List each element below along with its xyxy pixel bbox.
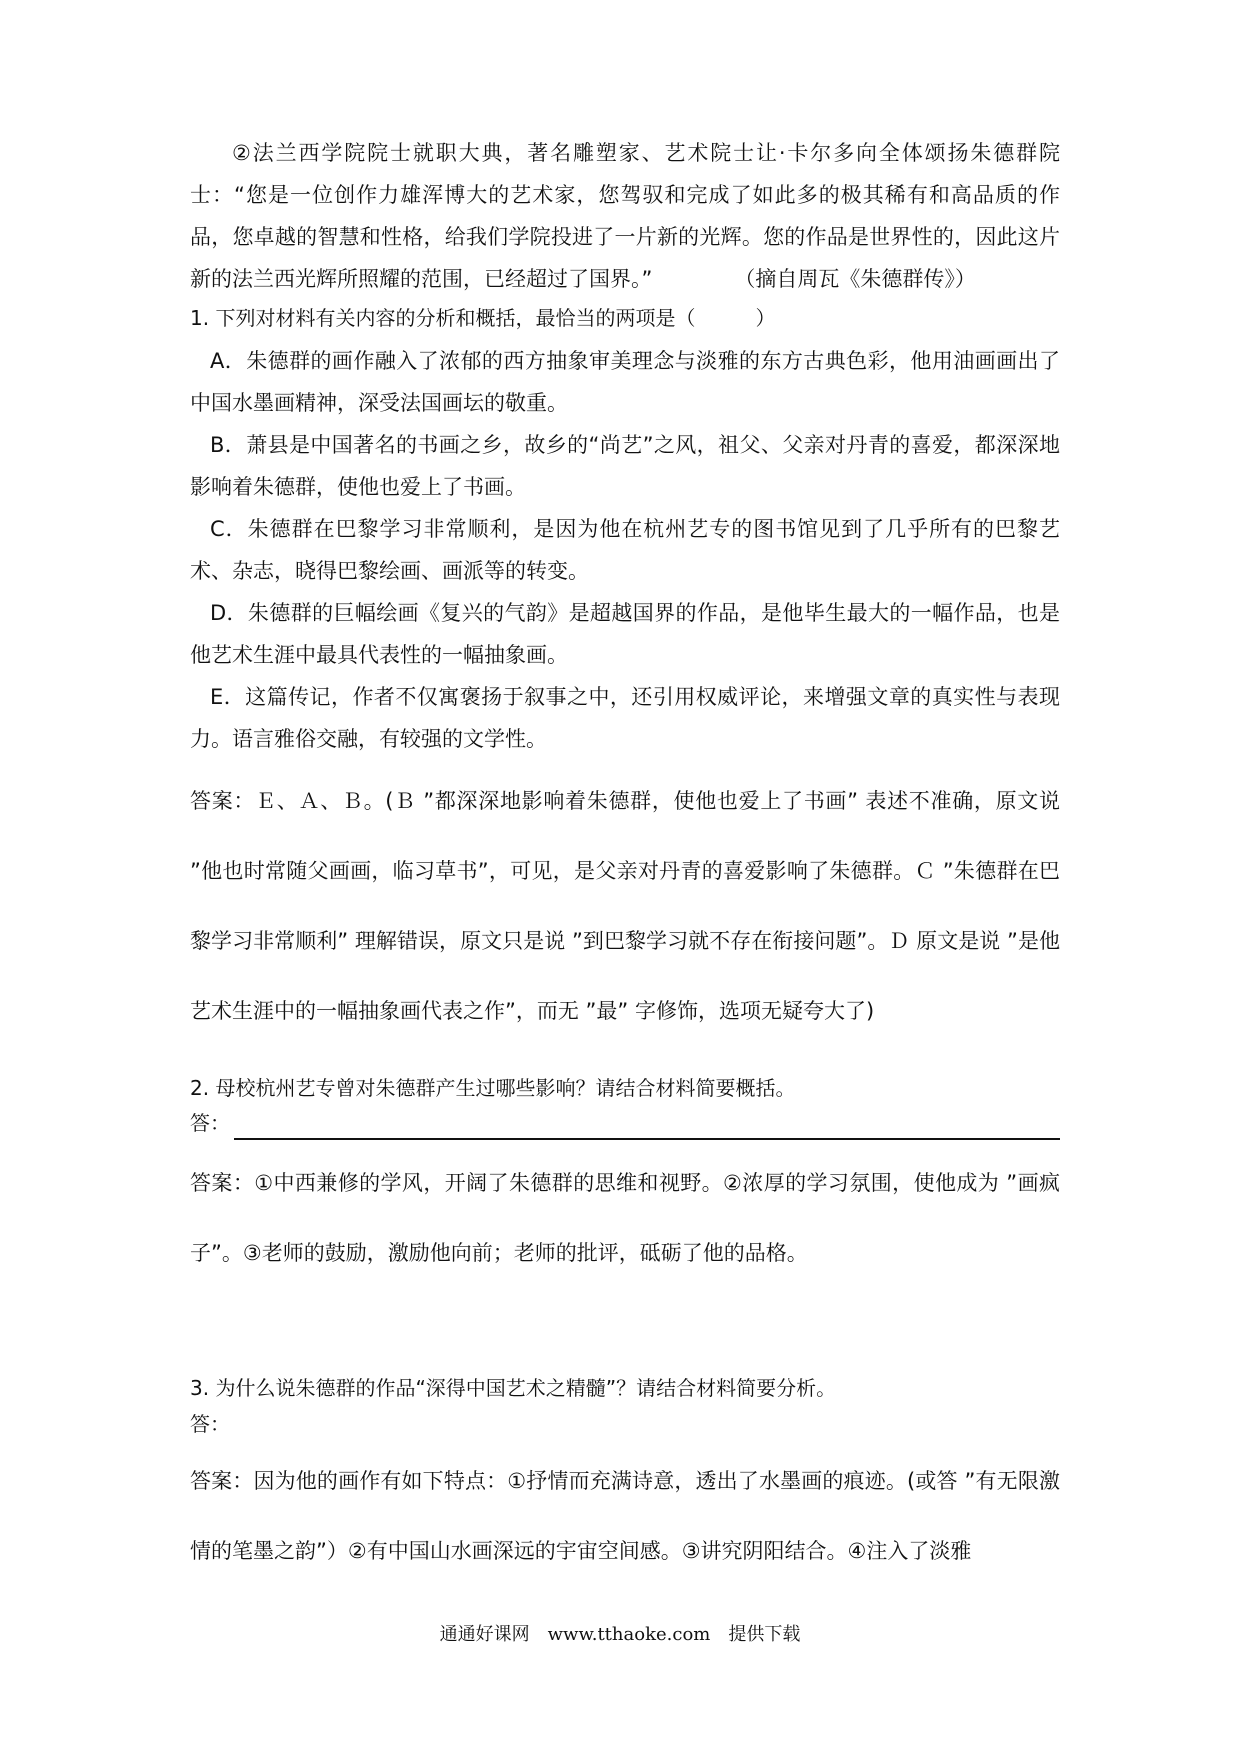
question-1 [190,300,1060,1046]
answer-underline [234,1114,1060,1140]
question-1-option-e: E．这篇传记，作者不仅寓褒扬于叙事之中，还引用权威评论，来增强文章的真实性与表现力。语言雅俗交融，有较强的文学性。 [190,685,1060,751]
question-2-answer: 答案：①中西兼修的学风，开阔了朱德群的思维和视野。②浓厚的学习氛围，使他成为 ”画疯子”。③老师的鼓励，激励他向前；老师的批评，砥砺了他的品格。 [190,1171,1060,1265]
page-footer: 通通好课网 www.tthaoke.com 提供下载 [439,1624,801,1645]
material-section [190,132,1060,300]
question-2-stem: 2. 母校杭州艺专曾对朱德群产生过哪些影响？请结合材料简要概括。 [190,1076,796,1100]
question-1-option-b: B．萧县是中国著名的书画之乡，故乡的“尚艺”之风，祖父、父亲对丹青的喜爱，都深深地影响着朱德群，使他也爱上了书画。 [190,433,1060,499]
material-paragraph [190,132,1060,300]
question-3 [190,1370,1060,1586]
material-text: ②法兰西学院院士就职大典，著名雕塑家、艺术院士让·卡尔多向全体颂扬朱德群院士：“您是一位创作力雄浑博大的艺术家，您驾驭和完成了如此多的极其稀有和高品质的作品，您卓越的智慧和性格，给我们学院投进了一片新的光辉。您的作品是世界性的，因此这片新的法兰西光辉所照耀的范围，已经超过了国界。” [190,141,1060,291]
question-1-option-d: D．朱德群的巨幅绘画《复兴的气韵》是超越国界的作品，是他毕生最大的一幅作品，也是他艺术生涯中最具代表性的一幅抽象画。 [190,601,1060,667]
question-3-answer-prompt[interactable]: 答： [190,1412,230,1436]
question-2 [190,1070,1060,1288]
question-1-answer: 答案：Ｅ、Ａ、Ｂ。(Ｂ ”都深深地影响着朱德群，使他也爱上了书画” 表述不准确，原文说 ”他也时常随父画画，临习草书”，可见，是父亲对丹青的喜爱影响了朱德群。Ｃ ”朱德群在巴黎学习非常顺利” 理解错误，原文只是说 ”到巴黎学习就不存在衔接问题”。Ｄ 原文是说 ”是他艺术生涯中的一幅抽象画代表之作”，而无 ”最” 字修饰，选项无疑夸大了) [190,789,1060,1023]
question-1-stem: 1. 下列对材料有关内容的分析和概括，最恰当的两项是（ ） [190,306,776,330]
citation: （摘自周瓦《朱德群传》） [734,267,976,291]
question-3-answer: 答案：因为他的画作有如下特点：①抒情而充满诗意，透出了水墨画的痕迹。(或答 ”有无限激情的笔墨之韵”）②有中国山水画深远的宇宙空间感。③讲究阴阳结合。④注入了淡雅 [190,1469,1060,1563]
question-2-answer-prompt: 答： [190,1111,230,1135]
question-1-option-a: A．朱德群的画作融入了浓郁的西方抽象审美理念与淡雅的东方古典色彩，他用油画画出了中国水墨画精神，深受法国画坛的敬重。 [190,349,1060,415]
question-1-option-c: C．朱德群在巴黎学习非常顺利，是因为他在杭州艺专的图书馆见到了几乎所有的巴黎艺术、杂志，晓得巴黎绘画、画派等的转变。 [190,517,1060,583]
question-2-answer-field[interactable] [190,1106,1060,1140]
question-3-stem: 3. 为什么说朱德群的作品“深得中国艺术之精髓”？请结合材料简要分析。 [190,1376,837,1400]
